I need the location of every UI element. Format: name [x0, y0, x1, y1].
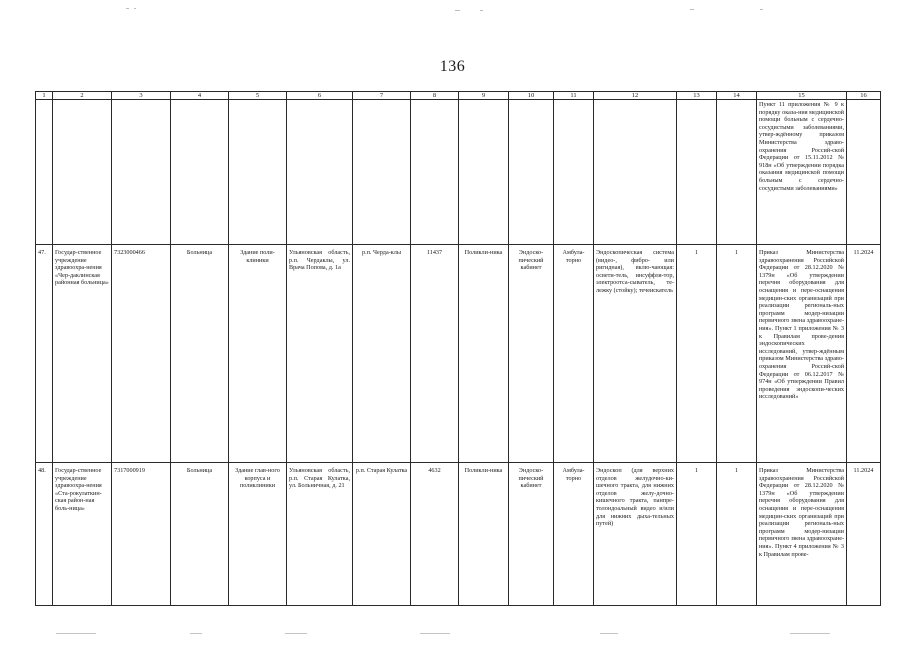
locality-cell: р.п. Черда-клы — [353, 245, 411, 463]
locality-cell: р.п. Старая Кулатка — [353, 463, 411, 606]
equipment-cell: Эндоскоп (для верхних отделов желудочно-ки-шечного тракта, для нижних отделов желу-дочно-кишечного тракта, панпре-толондоальный видео и/или для нижних дыха-тельных путей) — [594, 463, 677, 606]
institution-name-cell: Государ-ственное учреждение здравоохра-нения «Чер-даклинская районная больница» — [53, 245, 112, 463]
equipment-cell — [594, 100, 677, 245]
legal-basis-cell: Пункт 11 приложения № 9 к порядку оказа-ния медицинской помощи больным с сердечно-сосудистыми заболеваниями, утвер-ждённому приказом Министерства здраво-охранения Россий-ской Федерации от 15.11.2012 № 918н «Об утверждении порядка оказания медицинской помощи больным с сердечно-сосудистыми заболеваниями» — [757, 100, 847, 245]
cabinet-cell: Эндоско-пический кабинет — [509, 245, 554, 463]
institution-name-cell — [53, 100, 112, 245]
header-cell: 6 — [287, 92, 353, 100]
institution-type-cell: Больница — [171, 245, 229, 463]
population-cell: 4632 — [411, 463, 459, 606]
care-form-cell: Амбула-торно — [554, 245, 594, 463]
row-number-cell — [36, 100, 53, 245]
date-cell: 11.2024 — [847, 245, 881, 463]
unit-type-cell — [459, 100, 509, 245]
document-table — [35, 91, 881, 606]
date-cell: 11.2024 — [847, 463, 881, 606]
building-cell: Здание поли-клиники — [229, 245, 287, 463]
building-cell: Здание глав-ного корпуса и поликлиники — [229, 463, 287, 606]
quantity-cell — [677, 100, 717, 245]
scan-artifact-top — [0, 0, 905, 14]
institution-type-cell: Больница — [171, 463, 229, 606]
institution-name-cell: Государ-ственное учреждение здравоохра-нения «Ста-рокулаткин-ская район-ная боль-ница» — [53, 463, 112, 606]
care-form-cell: Амбула-торно — [554, 463, 594, 606]
header-cell: 14 — [717, 92, 757, 100]
legal-basis-cell: Приказ Министерства здравоохранения Российской Федерации от 28.12.2020 № 1379н «Об утверждении перечня оборудования для оснащения и пере-оснащения медицин-ских организаций при реализации региональ-ных программ модер-низации первичного звена здравоохране-ния». Пункт 1 приложения № 3 к Правилам прове-дения эндоскопических исследований, утвер-ждённым приказом Министерства здраво-охранения Россий-ской Федерации от 06.12.2017 № 974н «Об утверждении Правил проведения эндоскопи-ческих исследований» — [757, 245, 847, 463]
unit-type-cell: Поликли-ника — [459, 463, 509, 606]
header-cell: 3 — [112, 92, 171, 100]
legal-basis-cell: Приказ Министерства здравоохранения Российской Федерации от 28.12.2020 № 1379н «Об утверждении перечня оборудования для оснащения и пере-оснащения медицин-ских организаций при реализации региональ-ных программ модер-низации первичного звена здравоохране-ния». Пункт 4 приложения № 3 к Правилам прове- — [757, 463, 847, 606]
header-cell: 5 — [229, 92, 287, 100]
header-cell: 16 — [847, 92, 881, 100]
population-cell — [411, 100, 459, 245]
population-cell: 11437 — [411, 245, 459, 463]
header-cell: 2 — [53, 92, 112, 100]
address-cell: Ульяновская область, р.п. Старая Кулатка, ул. Больничная, д. 21 — [287, 463, 353, 606]
row-number-cell: 48. — [36, 463, 53, 606]
ogrn-cell: 7317000919 — [112, 463, 171, 606]
header-cell: 11 — [554, 92, 594, 100]
header-cell: 4 — [171, 92, 229, 100]
header-cell: 9 — [459, 92, 509, 100]
ogrn-cell: 7323000466 — [112, 245, 171, 463]
locality-cell — [353, 100, 411, 245]
address-cell — [287, 100, 353, 245]
table-row — [36, 463, 881, 606]
table-row — [36, 100, 881, 245]
quantity-cell: 1 — [717, 245, 757, 463]
header-row — [36, 92, 881, 100]
header-cell: 13 — [677, 92, 717, 100]
table-row — [36, 245, 881, 463]
institution-type-cell — [171, 100, 229, 245]
equipment-cell: Эндоскопическая система (видео-, фибро- или ригидная), вклю-чающая: освети-тель, инсуффля-тор, электроотса-сыватель, те-лежку (стойку); течеискатель — [594, 245, 677, 463]
header-cell: 12 — [594, 92, 677, 100]
scan-artifact-bottom — [0, 626, 905, 640]
building-cell — [229, 100, 287, 245]
cabinet-cell: Эндоско-пический кабинет — [509, 463, 554, 606]
care-form-cell — [554, 100, 594, 245]
page-number: 136 — [439, 58, 466, 75]
header-cell: 15 — [757, 92, 847, 100]
quantity-cell: 1 — [677, 463, 717, 606]
row-number-cell: 47. — [36, 245, 53, 463]
header-cell: 1 — [36, 92, 53, 100]
header-cell: 10 — [509, 92, 554, 100]
unit-type-cell: Поликли-ника — [459, 245, 509, 463]
ogrn-cell — [112, 100, 171, 245]
quantity-cell: 1 — [677, 245, 717, 463]
header-cell: 7 — [353, 92, 411, 100]
cabinet-cell — [509, 100, 554, 245]
header-cell: 8 — [411, 92, 459, 100]
quantity-cell: 1 — [717, 463, 757, 606]
date-cell — [847, 100, 881, 245]
quantity-cell — [717, 100, 757, 245]
address-cell: Ульяновская область, р.п. Чердаклы, ул. Врача Попова, д. 1а — [287, 245, 353, 463]
